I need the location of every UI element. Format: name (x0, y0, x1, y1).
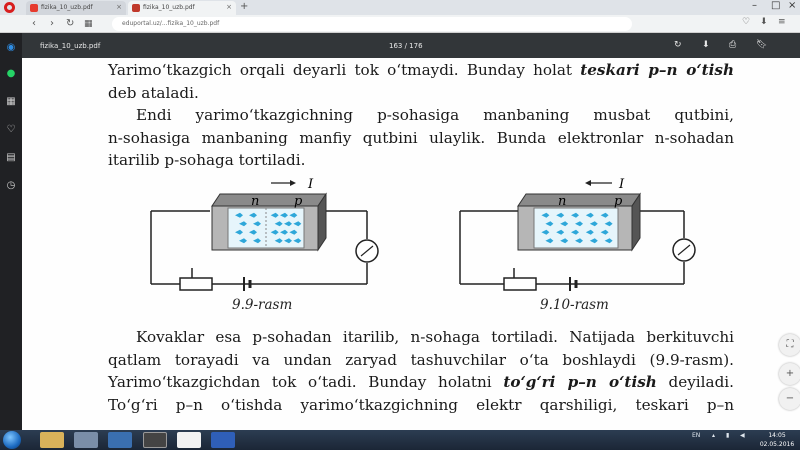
sidebar (0, 33, 22, 430)
rheostat (504, 278, 536, 290)
network-icon[interactable]: ▮ (726, 432, 730, 439)
current-arrowhead (290, 180, 296, 186)
term-reverse-pn: teskari p–n o‘tish (580, 61, 734, 79)
language-indicator[interactable]: EN (692, 432, 701, 439)
opera-taskbar-icon[interactable] (143, 432, 167, 448)
p-region-label: p (614, 194, 623, 209)
bookmarks-heart-icon[interactable]: ♡ (6, 124, 16, 135)
p3-line-3: Yarimo‘tkazgichdan tok o‘tadi. Bunday holatni to‘g‘ri p–n o‘tish deyiladi. (108, 373, 734, 392)
p2-line-3: itarilib p-sohaga tortiladi. (108, 151, 306, 170)
figure-9-10 (452, 176, 702, 316)
term-forward-pn: to‘g‘ri p–n o‘tish (503, 373, 657, 392)
media-icon[interactable] (108, 432, 132, 448)
maximize-icon[interactable]: □ (771, 0, 781, 11)
block-top-face (212, 194, 326, 206)
speed-dial-icon[interactable]: ▦ (6, 96, 16, 107)
windows-taskbar (0, 430, 800, 450)
current-arrowhead (585, 180, 591, 186)
pdf-favicon-icon (30, 4, 38, 12)
tab-2-label: fizika_10_uzb.pdf (143, 4, 195, 11)
clock-date: 02.05.2016 (759, 441, 795, 448)
pdf-toolbar (22, 33, 800, 58)
volume-icon[interactable]: ◀ (740, 432, 745, 439)
p3-line-4: To‘g‘ri p–n o‘tishda yarimo‘tkazgichning elektr qarshiligi, teskari p–n (108, 395, 734, 414)
pdf-page (22, 58, 800, 430)
tab-1[interactable] (26, 1, 126, 15)
n-region-label: n (558, 194, 567, 209)
app-icon[interactable] (74, 432, 98, 448)
p2-line-2: n-sohasiga manbaning manfiy qutbini ulaylik. Bunda elektronlar n-sohadan (108, 128, 734, 147)
bookmark-icon[interactable]: 🔖︎ (756, 40, 768, 50)
opera-logo-icon[interactable] (4, 2, 15, 13)
p3-line-2: qatlam torayadi va undan zaryad tashuvchilar o‘ta boshlaydi (9.9-rasm). (108, 350, 734, 369)
close-tab-icon[interactable]: × (116, 3, 122, 11)
print-icon[interactable]: ⎙ (729, 40, 737, 50)
history-clock-icon[interactable]: ◷ (6, 180, 16, 191)
reload-icon[interactable]: ↻ (66, 18, 75, 29)
messenger-icon[interactable]: ◉ (6, 42, 16, 53)
paragraph-2 (108, 104, 734, 172)
news-icon[interactable]: ▤ (6, 152, 16, 163)
address-bar[interactable] (112, 17, 632, 31)
pdf-download-icon[interactable]: ⬇ (702, 40, 710, 50)
p2-line-1: Endi yarimo‘tkazgichning p-sohasiga manbaning musbat qutbini, (136, 106, 734, 124)
menu-icon[interactable]: ≡ (778, 17, 786, 27)
zoom-in-button[interactable]: + (779, 363, 800, 385)
figure-9-9-caption: 9.9-rasm (232, 297, 293, 313)
current-label: I (619, 177, 625, 192)
pdf-favicon-icon (132, 4, 140, 12)
tray-arrow-icon[interactable]: ▴ (712, 432, 716, 439)
clock[interactable] (757, 431, 797, 449)
word-icon[interactable] (211, 432, 235, 448)
whatsapp-icon[interactable]: ● (6, 68, 16, 79)
download-icon[interactable]: ⬇ (760, 17, 768, 27)
p3-line-1: Kovaklar esa p-sohadan itarilib, n-sohaga tortiladi. Natijada berkituvchi (136, 328, 734, 346)
explorer-icon[interactable] (40, 432, 64, 448)
paragraph-1 (108, 59, 734, 104)
figure-9-10-caption: 9.10-rasm (540, 297, 609, 313)
address-text: eduportal.uz/...fizika_10_uzb.pdf (122, 20, 220, 27)
close-window-icon[interactable]: × (788, 0, 797, 11)
clock-time: 14:05 (768, 432, 786, 439)
document-icon[interactable] (177, 432, 201, 448)
n-region-label: n (251, 194, 260, 209)
p-region-label: p (294, 194, 303, 209)
close-tab-icon[interactable]: × (226, 3, 232, 11)
heart-icon[interactable]: ♡ (742, 17, 751, 27)
tab-2-active[interactable] (128, 1, 236, 15)
figure-9-9 (142, 176, 382, 316)
zoom-out-button[interactable]: − (779, 388, 800, 410)
p1-line-1: Yarimo‘tkazgich orqali deyarli tok o‘tmaydi. Bunday holat teskari p–n o‘tish (108, 61, 734, 79)
start-button-icon[interactable] (3, 431, 21, 449)
fit-page-button[interactable]: ⛶ (779, 334, 800, 356)
back-icon[interactable]: ‹ (32, 18, 36, 29)
pdf-viewer[interactable] (22, 58, 800, 430)
rheostat (180, 278, 212, 290)
home-grid-icon[interactable]: ▦ (84, 19, 93, 29)
current-label: I (308, 177, 314, 192)
browser-tab-strip (0, 0, 800, 15)
new-tab-icon[interactable]: + (240, 1, 249, 12)
rotate-icon[interactable]: ↻ (674, 40, 682, 50)
tab-1-label: fizika_10_uzb.pdf (41, 4, 93, 11)
minimize-icon[interactable]: – (752, 0, 757, 11)
p1-line-2: deb ataladi. (108, 83, 199, 102)
page-indicator[interactable]: 163 / 176 (389, 42, 423, 50)
paragraph-3 (108, 326, 734, 416)
pdf-filename: fizika_10_uzb.pdf (40, 42, 101, 50)
navigation-bar (0, 15, 800, 33)
forward-icon[interactable]: › (50, 18, 54, 29)
